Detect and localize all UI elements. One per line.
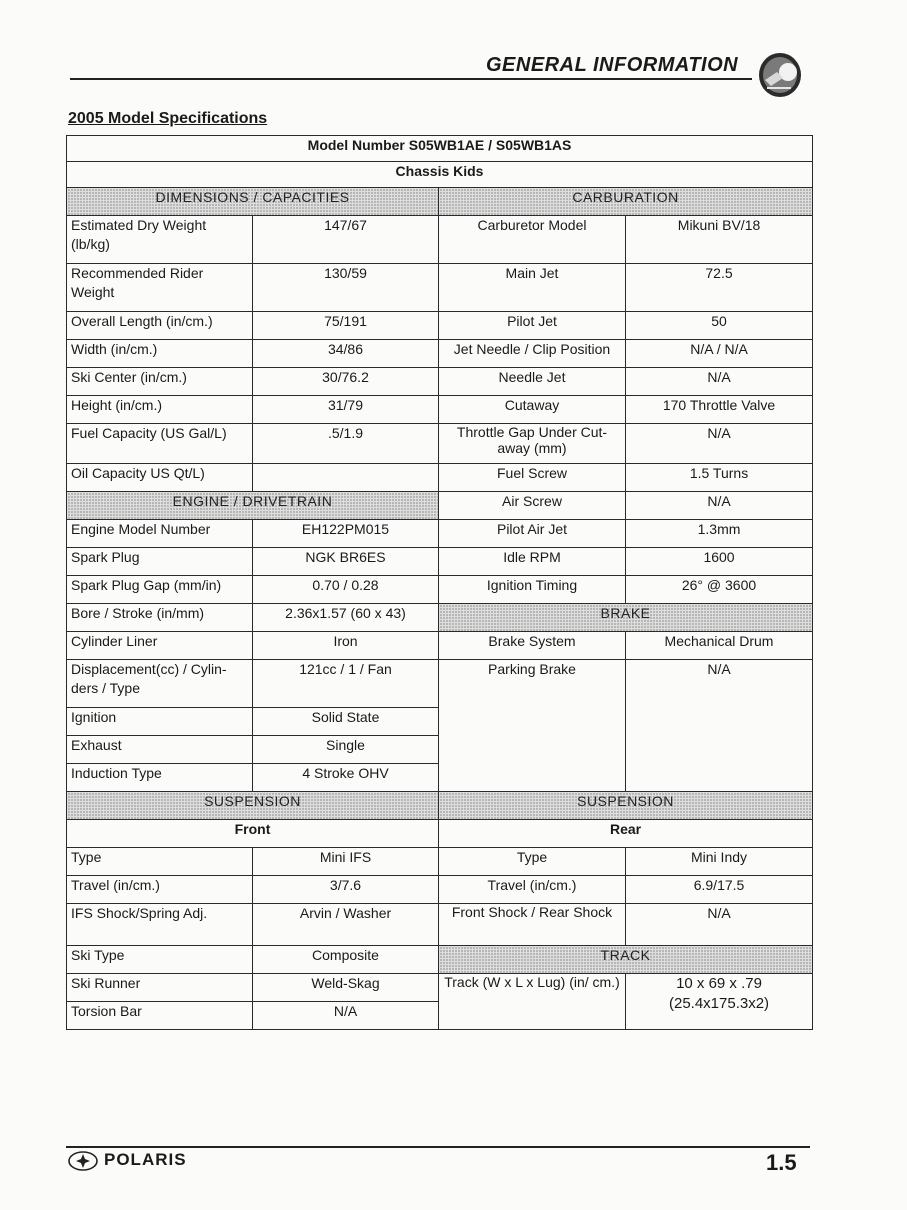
spec-label: Throttle Gap Under Cut-away (mm): [439, 424, 626, 464]
spec-value: 1.5 Turns: [626, 464, 813, 492]
spec-label: Carburetor Model: [439, 216, 626, 264]
spec-label: IFS Shock/Spring Adj.: [67, 904, 253, 946]
spec-value: 50: [626, 312, 813, 340]
spec-value: N/A: [626, 904, 813, 946]
spec-label: Track (W x L x Lug) (in/ cm.): [439, 974, 626, 1030]
spec-value: 170 Throttle Valve: [626, 396, 813, 424]
spec-value: 75/191: [253, 312, 439, 340]
table-row: [67, 520, 813, 548]
subheading-row: [67, 820, 813, 848]
spec-value: 72.5: [626, 264, 813, 312]
spec-value: 2.36x1.57 (60 x 43): [253, 604, 439, 632]
spec-label: Fuel Screw: [439, 464, 626, 492]
front-suspension-heading: SUSPENSION: [67, 792, 439, 820]
table-row: [67, 368, 813, 396]
table-row: [67, 576, 813, 604]
header-rule: [70, 78, 752, 80]
spec-label: Front Shock / Rear Shock: [439, 904, 626, 946]
spec-label: Ski Runner: [67, 974, 253, 1002]
spec-label: Idle RPM: [439, 548, 626, 576]
spec-value: Arvin / Washer: [253, 904, 439, 946]
spec-value: Mechanical Drum: [626, 632, 813, 660]
spec-value: N/A: [253, 1002, 439, 1030]
table-row: [67, 974, 813, 1002]
spec-label: Exhaust: [67, 736, 253, 764]
spec-label: Main Jet: [439, 264, 626, 312]
table-row: [67, 492, 813, 520]
polaris-star-logo-icon: [68, 1150, 98, 1172]
spec-label: Recommended Rider Weight: [67, 264, 253, 312]
table-row: [67, 216, 813, 264]
footer-brand: POLARIS: [104, 1150, 187, 1169]
spec-label: Width (in/cm.): [67, 340, 253, 368]
front-subheading: Front: [67, 820, 439, 848]
spec-value: N/A: [626, 368, 813, 396]
table-row: [67, 424, 813, 464]
spec-value: .5/1.9: [253, 424, 439, 464]
chassis-row: [67, 162, 813, 188]
section-band-row: [67, 188, 813, 216]
spec-label: Ski Type: [67, 946, 253, 974]
brake-heading: BRAKE: [439, 604, 813, 632]
spec-label: Ski Center (in/cm.): [67, 368, 253, 396]
table-row: [67, 946, 813, 974]
spec-value: 30/76.2: [253, 368, 439, 396]
section-band-row: [67, 792, 813, 820]
engine-heading: ENGINE / DRIVETRAIN: [67, 492, 439, 520]
spec-value: [253, 464, 439, 492]
spec-value: 34/86: [253, 340, 439, 368]
spec-value: 1600: [626, 548, 813, 576]
spec-value: 147/67: [253, 216, 439, 264]
spec-label: Ignition Timing: [439, 576, 626, 604]
snowmobile-chapter-icon: [757, 50, 803, 98]
spec-label: Pilot Jet: [439, 312, 626, 340]
table-row: [67, 632, 813, 660]
table-row: [67, 312, 813, 340]
table-row: [67, 548, 813, 576]
spec-label: Torsion Bar: [67, 1002, 253, 1030]
spec-label: Needle Jet: [439, 368, 626, 396]
dimensions-heading: DIMENSIONS / CAPACITIES: [67, 188, 439, 216]
table-row: [67, 396, 813, 424]
spec-label: Spark Plug: [67, 548, 253, 576]
spec-label: Type: [67, 848, 253, 876]
spec-label: Estimated Dry Weight (lb/kg): [67, 216, 253, 264]
spec-label: Overall Length (in/cm.): [67, 312, 253, 340]
spec-label: Height (in/cm.): [67, 396, 253, 424]
spec-value: 1.3mm: [626, 520, 813, 548]
table-row: [67, 660, 813, 708]
spec-label: Jet Needle / Clip Position: [439, 340, 626, 368]
table-row: [67, 340, 813, 368]
table-row: [67, 604, 813, 632]
table-row: [67, 848, 813, 876]
spec-label: Travel (in/cm.): [439, 876, 626, 904]
spec-value: Weld-Skag: [253, 974, 439, 1002]
spec-label: Parking Brake: [439, 660, 626, 792]
spec-value: N/A: [626, 660, 813, 792]
spec-label: Brake System: [439, 632, 626, 660]
spec-label: Fuel Capacity (US Gal/L): [67, 424, 253, 464]
model-number-row: [67, 136, 813, 162]
spec-value: N/A: [626, 424, 813, 464]
spec-value: 26° @ 3600: [626, 576, 813, 604]
spec-value: EH122PM015: [253, 520, 439, 548]
spec-value: 3/7.6: [253, 876, 439, 904]
chassis: Chassis Kids: [67, 162, 813, 188]
spec-label: Air Screw: [439, 492, 626, 520]
spec-value: Mini IFS: [253, 848, 439, 876]
spec-value: NGK BR6ES: [253, 548, 439, 576]
spec-value: Single: [253, 736, 439, 764]
specifications-table: [66, 135, 813, 1030]
spec-label: Pilot Air Jet: [439, 520, 626, 548]
spec-value: Iron: [253, 632, 439, 660]
spec-label: Cylinder Liner: [67, 632, 253, 660]
spec-value: Composite: [253, 946, 439, 974]
spec-value: 6.9/17.5: [626, 876, 813, 904]
spec-value: 130/59: [253, 264, 439, 312]
spec-label: Ignition: [67, 708, 253, 736]
table-row: [67, 876, 813, 904]
spec-label: Engine Model Number: [67, 520, 253, 548]
spec-label: Bore / Stroke (in/mm): [67, 604, 253, 632]
model-number: Model Number S05WB1AE / S05WB1AS: [67, 136, 813, 162]
spec-value: N/A: [626, 492, 813, 520]
spec-value: 121cc / 1 / Fan: [253, 660, 439, 708]
spec-label: Displacement(cc) / Cylin-ders / Type: [67, 660, 253, 708]
spec-value: 10 x 69 x .79 (25.4x175.3x2): [626, 974, 813, 1030]
spec-value: Mikuni BV/18: [626, 216, 813, 264]
spec-value: 31/79: [253, 396, 439, 424]
carburation-heading: CARBURATION: [439, 188, 813, 216]
spec-label: Spark Plug Gap (mm/in): [67, 576, 253, 604]
spec-value: N/A / N/A: [626, 340, 813, 368]
spec-value: Mini Indy: [626, 848, 813, 876]
chapter-title: GENERAL INFORMATION: [486, 54, 739, 76]
rear-suspension-heading: SUSPENSION: [439, 792, 813, 820]
spec-value: 0.70 / 0.28: [253, 576, 439, 604]
spec-label: Oil Capacity US Qt/L): [67, 464, 253, 492]
footer-rule: [66, 1146, 810, 1148]
spec-label: Induction Type: [67, 764, 253, 792]
section-title: 2005 Model Specifications: [68, 110, 268, 127]
track-heading: TRACK: [439, 946, 813, 974]
spec-label: Cutaway: [439, 396, 626, 424]
spec-value: 4 Stroke OHV: [253, 764, 439, 792]
table-row: [67, 264, 813, 312]
table-row: [67, 904, 813, 946]
page-number: 1.5: [766, 1150, 797, 1175]
table-row: [67, 464, 813, 492]
rear-subheading: Rear: [439, 820, 813, 848]
spec-label: Travel (in/cm.): [67, 876, 253, 904]
spec-value: Solid State: [253, 708, 439, 736]
spec-label: Type: [439, 848, 626, 876]
